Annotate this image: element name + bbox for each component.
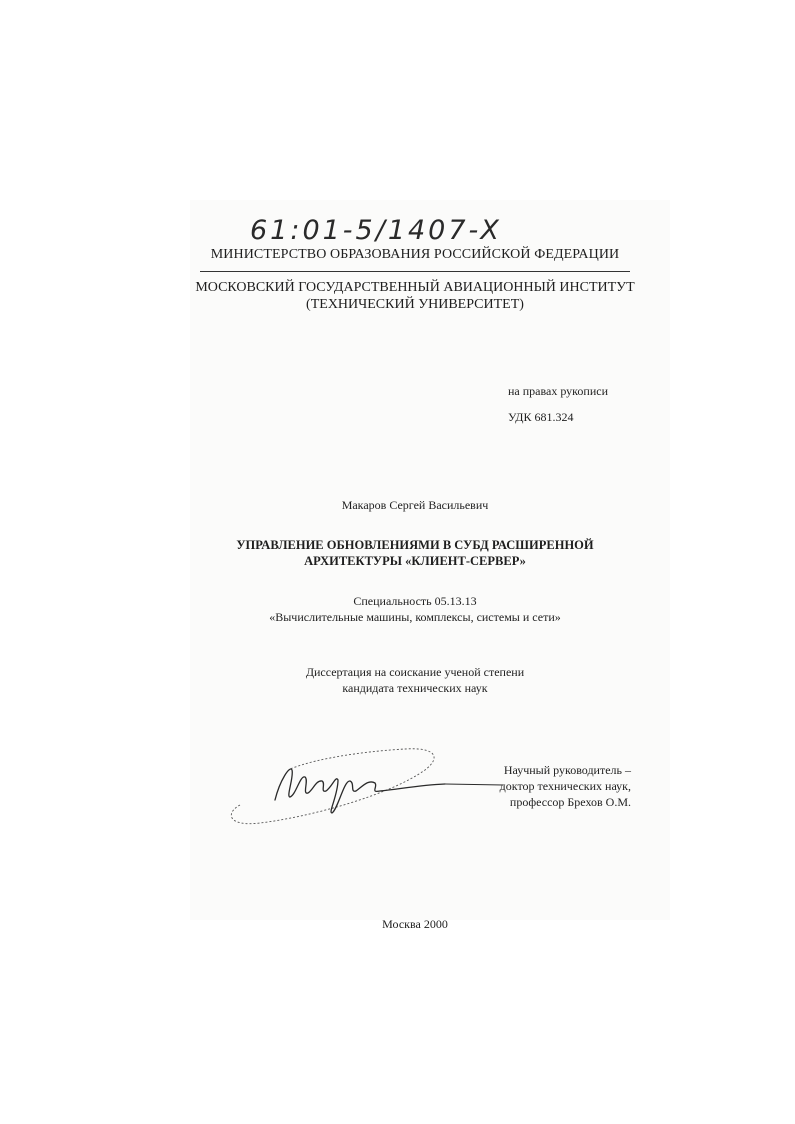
dissertation-title — [190, 537, 640, 569]
supervisor-role: Научный руководитель – — [503, 763, 631, 777]
degree-statement — [190, 664, 640, 696]
specialty-block — [190, 593, 640, 625]
author-name: Макаров Сергей Васильевич — [341, 498, 489, 512]
title-line-1: УПРАВЛЕНИЕ ОБНОВЛЕНИЯМИ В СУБД РАСШИРЕННОЙ — [236, 538, 594, 552]
city-year: Москва 2000 — [382, 917, 448, 931]
institute-name: МОСКОВСКИЙ ГОСУДАРСТВЕННЫЙ АВИАЦИОННЫЙ ИНСТИТУТ — [195, 280, 635, 295]
institute-subtitle: (ТЕХНИЧЕСКИЙ УНИВЕРСИТЕТ) — [306, 297, 524, 312]
supervisor-block — [470, 762, 631, 810]
degree-line-1: Диссертация на соискание ученой степени — [305, 665, 525, 679]
handwritten-code-text: 61:01-5/1407-X — [250, 215, 502, 246]
specialty-code: Специальность 05.13.13 — [353, 594, 477, 608]
institute-heading — [190, 279, 640, 313]
degree-line-2: кандидата технических наук — [342, 681, 488, 695]
signature-icon — [220, 735, 510, 835]
udk-code: УДК 681.324 — [508, 410, 574, 424]
supervisor-name: профессор Брехов О.М. — [509, 795, 631, 809]
ministry-heading: МИНИСТЕРСТВО ОБРАЗОВАНИЯ РОССИЙСКОЙ ФЕДЕРАЦИИ — [210, 247, 620, 262]
rights-note: на правах рукописи — [508, 384, 608, 398]
supervisor-degree: доктор технических наук, — [499, 779, 631, 793]
heading-divider — [200, 271, 630, 272]
specialty-name: «Вычислительные машины, комплексы, системы и сети» — [269, 610, 561, 624]
title-line-2: АРХИТЕКТУРЫ «КЛИЕНТ-СЕРВЕР» — [304, 554, 526, 568]
